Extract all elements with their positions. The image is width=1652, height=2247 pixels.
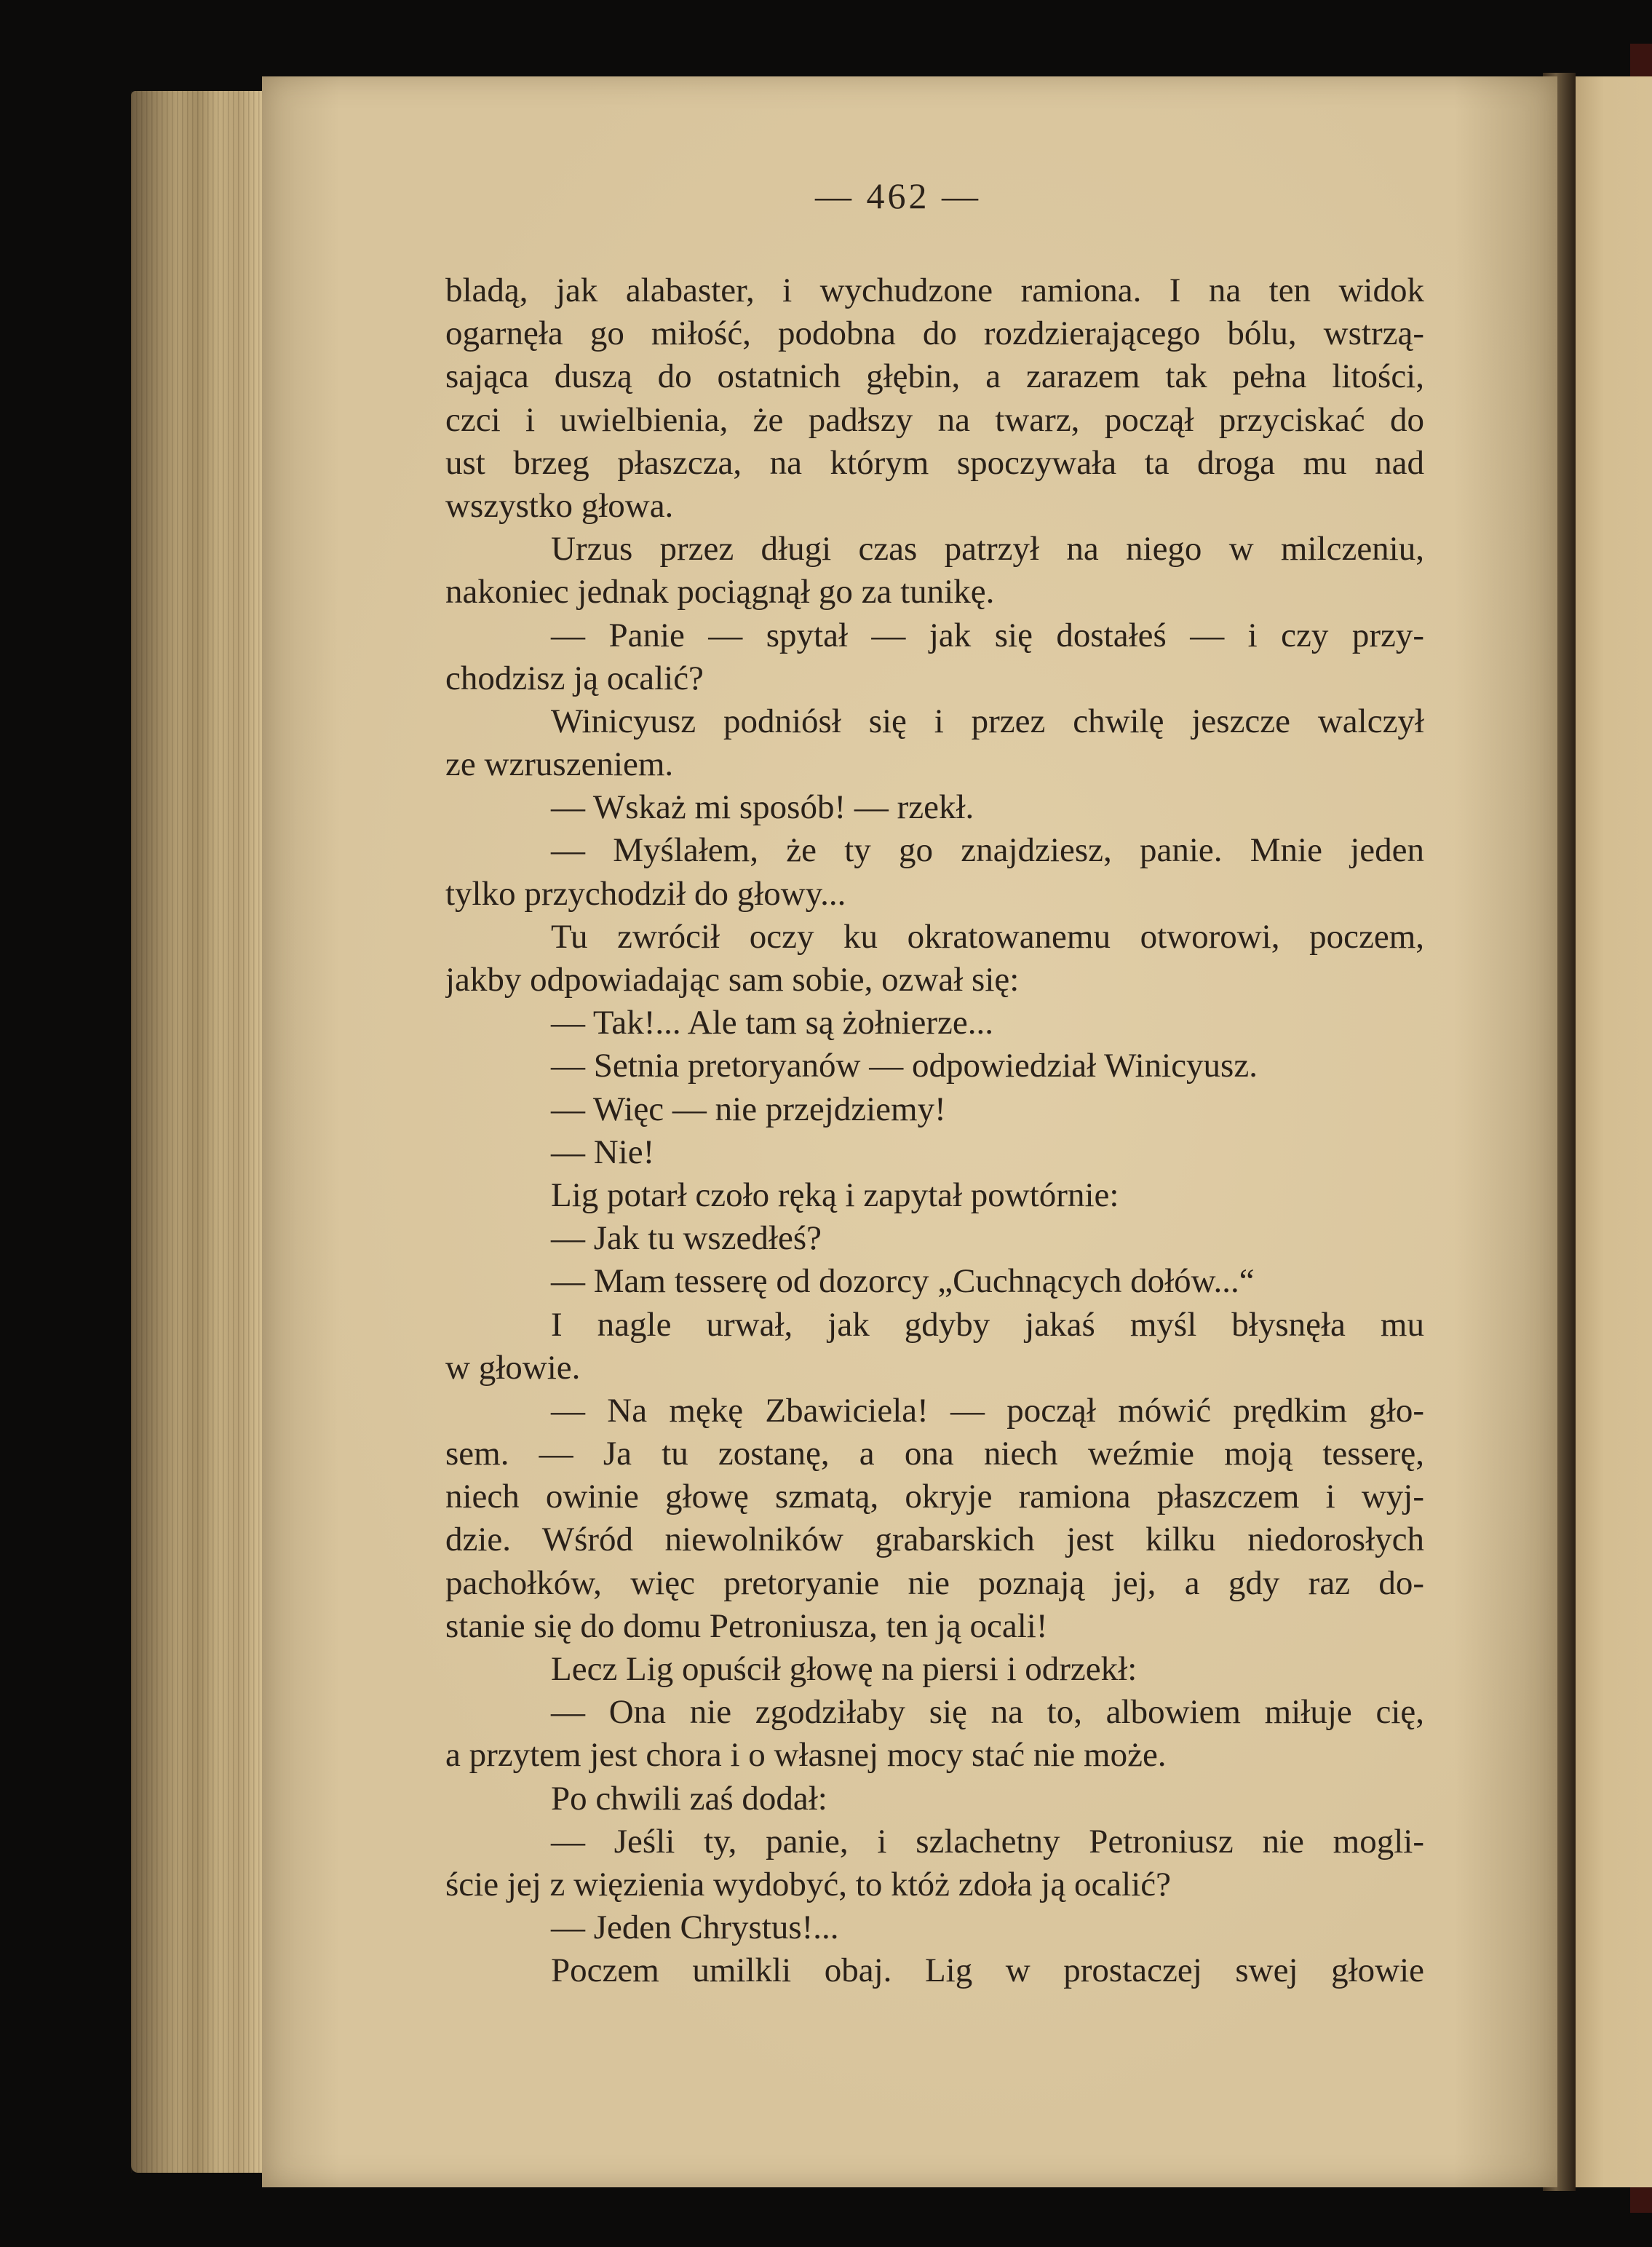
text-line: a przytem jest chora i o własnej mocy stać nie może.: [445, 1736, 1167, 1775]
text-line: — Setnia pretoryanów — odpowiedział Winicyusz.: [551, 1047, 1258, 1085]
text-line: I nagle urwał, jak gdyby jakaś myśl błysnęła mu: [551, 1305, 1424, 1344]
text-line: — Jak tu wszedłeś?: [551, 1219, 822, 1258]
text-line: — Tak!... Ale tam są żołnierze...: [551, 1004, 993, 1042]
text-line: tylko przychodził do głowy...: [445, 874, 846, 913]
text-line: jakby odpowiadając sam sobie, ozwał się:: [445, 961, 1020, 999]
text-line: nakoniec jednak pociągnął go za tunikę.: [445, 573, 995, 611]
text-line: Lecz Lig opuścił głowę na piersi i odrzekł:: [551, 1650, 1137, 1688]
text-line: — Panie — spytał — jak się dostałeś — i czy przy-: [551, 616, 1424, 654]
text-line: w głowie.: [445, 1348, 581, 1387]
text-line: — Więc — nie przejdziemy!: [551, 1090, 946, 1128]
page-edge-lines: [131, 91, 277, 2173]
text-line: czci i uwielbienia, że padłszy na twarz, począł przyciskać do: [445, 400, 1424, 439]
page-text: [445, 269, 1424, 1993]
text-line: — Jeden Chrystus!...: [551, 1909, 839, 1947]
text-line: — Nie!: [551, 1133, 655, 1171]
text-line: Poczem umilkli obaj. Lig w prostaczej swej głowie: [551, 1951, 1424, 1990]
text-line: Tu zwrócił oczy ku okratowanemu otworowi, poczem,: [551, 917, 1424, 956]
text-line: — Myślałem, że ty go znajdziesz, panie. Mnie jeden: [551, 831, 1424, 870]
text-line: ście jej z więzienia wydobyć, to któż zdoła ją ocalić?: [445, 1865, 1172, 1903]
text-line: Winicyusz podniósł się i przez chwilę jeszcze walczył: [551, 702, 1424, 740]
text-line: — Jeśli ty, panie, i szlachetny Petroniusz nie mogli-: [551, 1822, 1424, 1860]
text-line: — Wskaż mi sposób! — rzekł.: [551, 788, 974, 827]
text-line: sem. — Ja tu zostanę, a ona niech weźmie moją tesserę,: [445, 1435, 1424, 1473]
text-line: Urzus przez długi czas patrzył na niego w milczeniu,: [551, 530, 1424, 568]
text-line: wszystko głowa.: [445, 486, 674, 525]
text-line: sająca duszą do ostatnich głębin, a zarazem tak pełna litości,: [445, 357, 1424, 396]
text-line: — Na mękę Zbawiciela! — począł mówić prędkim gło-: [551, 1391, 1424, 1430]
page-number: — 462 —: [815, 175, 981, 216]
text-line: ogarnęła go miłość, podobna do rozdzierającego bólu, wstrzą-: [445, 314, 1424, 353]
text-line: pachołków, więc pretoryanie nie poznają jej, a gdy raz do-: [445, 1564, 1424, 1602]
text-line: Lig potarł czoło ręką i zapytał powtórnie:: [551, 1176, 1119, 1214]
text-line: ust brzeg płaszcza, na którym spoczywała ta droga mu nad: [445, 443, 1424, 482]
text-line: — Mam tesserę od dozorcy „Cuchnących dołów...“: [551, 1262, 1255, 1301]
text-line: niech owinie głowę szmatą, okryje ramiona płaszczem i wyj-: [445, 1478, 1424, 1516]
text-line: Po chwili zaś dodał:: [551, 1779, 827, 1818]
text-line: stanie się do domu Petroniusza, ten ją ocali!: [445, 1606, 1048, 1645]
text-line: chodzisz ją ocalić?: [445, 659, 704, 697]
text-line: — Ona nie zgodziłaby się na to, albowiem miłuje cię,: [551, 1693, 1424, 1732]
text-line: ze wzruszeniem.: [445, 745, 674, 784]
text-line: bladą, jak alabaster, i wychudzone ramiona. I na ten widok: [445, 272, 1424, 309]
text-line: dzie. Wśród niewolników grabarskich jest kilku niedorosłych: [445, 1521, 1424, 1559]
facing-page-edge: [1572, 76, 1652, 2187]
